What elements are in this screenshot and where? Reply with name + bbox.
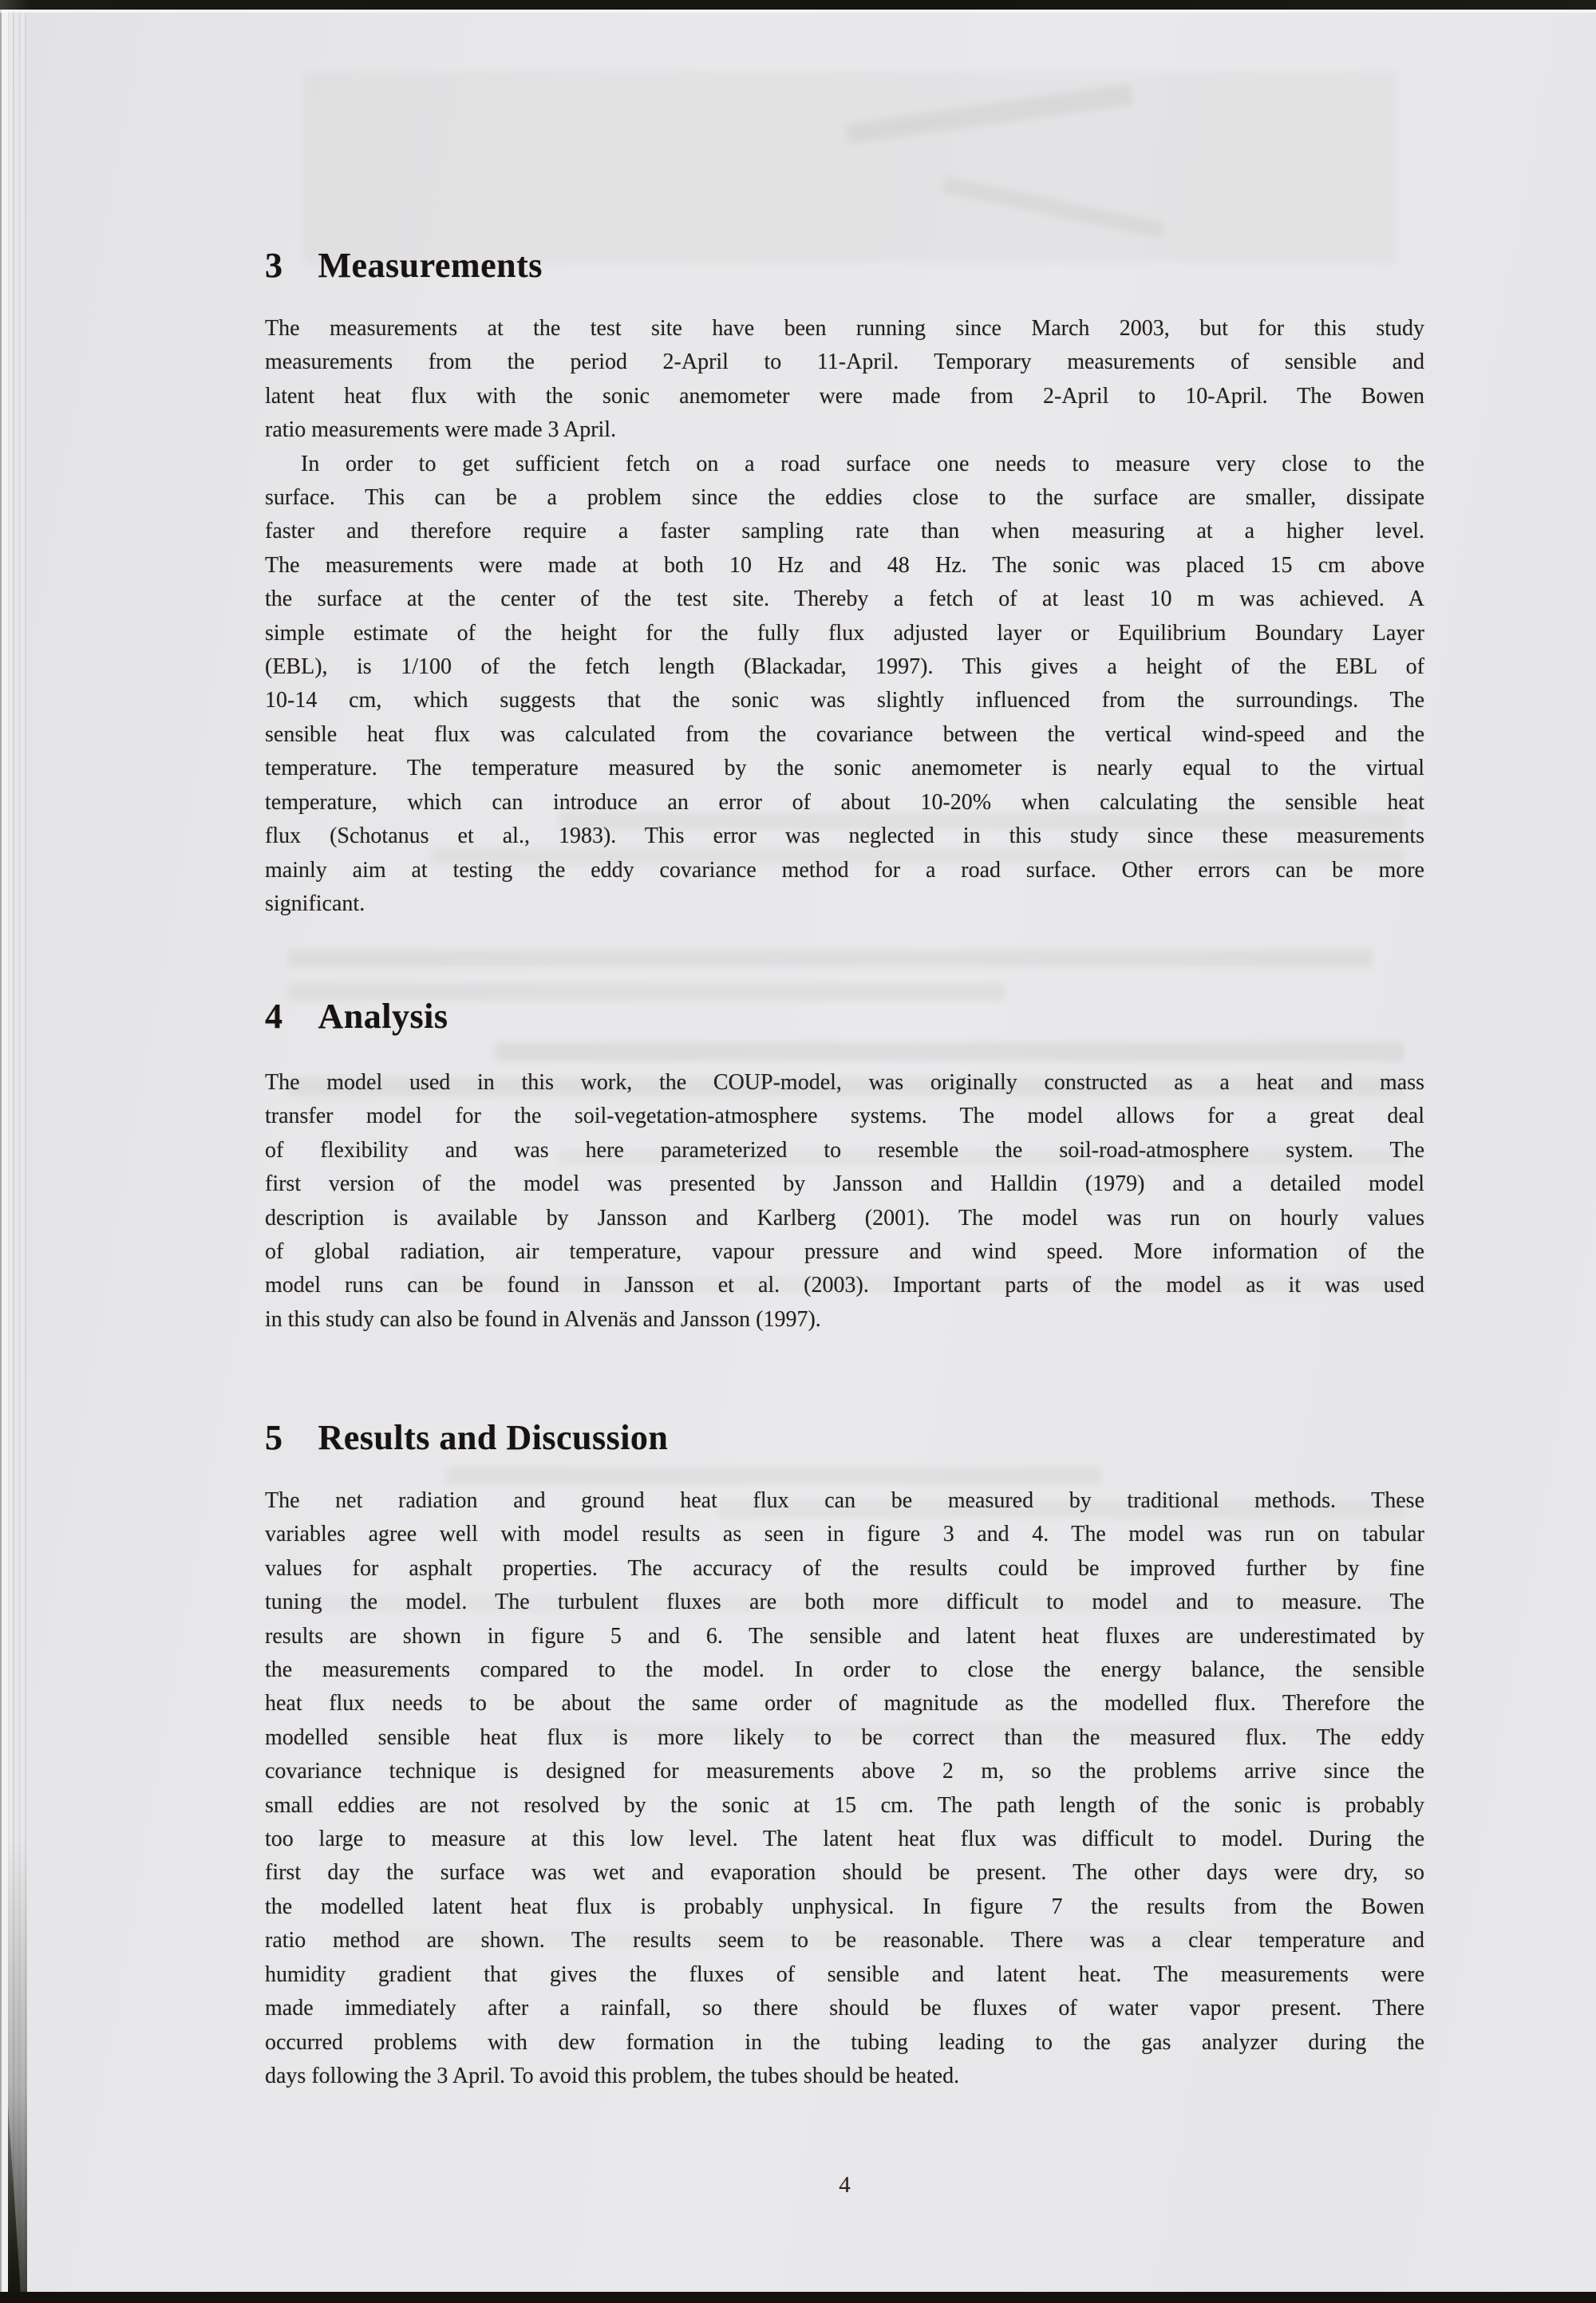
text-line: latent heat flux with the sonic anemometer were made from 2-April to 10-April. The Bowen <box>265 383 1424 409</box>
text-line: ratio measurements were made 3 April. <box>265 417 617 443</box>
text-line: mainly aim at testing the eddy covariance method for a road surface. Other errors can be more <box>265 857 1424 883</box>
text-line: variables agree well with model results as seen in figure 3 and 4. The model was run on tabular <box>265 1522 1424 1547</box>
text-line: sensible heat flux was calculated from the covariance between the vertical wind-speed and the <box>265 721 1424 747</box>
bleedthrough-mark <box>846 84 1133 144</box>
top-scan-border <box>0 0 1596 10</box>
section-number: 3 <box>265 246 283 285</box>
bleedthrough-line <box>447 1467 1101 1484</box>
section-number: 5 <box>265 1418 283 1457</box>
bleedthrough-line <box>495 1042 1404 1061</box>
text-line: first day the surface was wet and evaporation should be present. The other days were dry, so <box>265 1860 1424 1886</box>
text-line: measurements from the period 2-April to 11-April. Temporary measurements of sensible and <box>265 350 1424 375</box>
text-line: of global radiation, air temperature, vapour pressure and wind speed. More information of the <box>265 1239 1424 1265</box>
text-line: The measurements were made at both 10 Hz and 48 Hz. The sonic was placed 15 cm above <box>265 552 1424 578</box>
text-line: ratio method are shown. The results seem to be reasonable. There was a clear temperature and <box>265 1928 1424 1953</box>
page-number: 4 <box>839 2172 851 2198</box>
text-line: tuning the model. The turbulent fluxes are both more difficult to model and to measure. The <box>265 1590 1424 1615</box>
text-line: temperature, which can introduce an error of about 10-20% when calculating the sensible heat <box>265 789 1424 815</box>
text-line: of flexibility and was here parameterized to resemble the soil-road-atmosphere system. The <box>265 1137 1424 1163</box>
text-line: temperature. The temperature measured by the sonic anemometer is nearly equal to the virtual <box>265 756 1424 781</box>
text-line: The model used in this work, the COUP-model, was originally constructed as a heat and mass <box>265 1070 1424 1095</box>
text-line: transfer model for the soil-vegetation-atmosphere systems. The model allows for a great deal <box>265 1104 1424 1129</box>
section-title: Measurements <box>318 246 543 285</box>
text-line: in this study can also be found in Alvenäs and Jansson (1997). <box>265 1306 821 1332</box>
text-line: results are shown in figure 5 and 6. The sensible and latent heat fluxes are underestimated by <box>265 1623 1424 1649</box>
section-heading-analysis <box>265 996 1424 1037</box>
text-line: too large to measure at this low level. The latent heat flux was difficult to model. During the <box>265 1827 1424 1852</box>
text-line: significant. <box>265 891 365 916</box>
section-title: Results and Discussion <box>318 1418 669 1457</box>
text-line: values for asphalt properties. The accuracy of the results could be improved further by fine <box>265 1555 1424 1581</box>
top-edge-highlight <box>0 10 1596 13</box>
text-line: the modelled latent heat flux is probably unphysical. In figure 7 the results from the Bowen <box>265 1894 1424 1919</box>
section-title: Analysis <box>318 997 448 1036</box>
text-line: faster and therefore require a faster sampling rate than when measuring at a higher level. <box>265 519 1424 544</box>
text-line: covariance technique is designed for measurements above 2 m, so the problems arrive since the <box>265 1759 1424 1784</box>
text-line: the surface at the center of the test site. Thereby a fetch of at least 10 m was achieved. A <box>265 587 1424 612</box>
text-line: The net radiation and ground heat flux can be measured by traditional methods. These <box>265 1488 1424 1513</box>
section-heading-results <box>265 1417 1424 1459</box>
bleedthrough-figure <box>303 72 1396 263</box>
section-heading-measurements <box>265 245 1424 286</box>
text-line: simple estimate of the height for the fully flux adjusted layer or Equilibrium Boundary Layer <box>265 620 1424 646</box>
text-line: the measurements compared to the model. In order to close the energy balance, the sensible <box>265 1657 1424 1683</box>
text-line: humidity gradient that gives the fluxes of sensible and latent heat. The measurements were <box>265 1961 1424 1987</box>
section-body-results <box>265 1484 1424 2093</box>
bleedthrough-line <box>287 950 1373 967</box>
text-line: model runs can be found in Jansson et al. (2003). Important parts of the model as it was used <box>265 1273 1424 1298</box>
text-line: small eddies are not resolved by the sonic at 15 cm. The path length of the sonic is probably <box>265 1792 1424 1818</box>
text-line: The measurements at the test site have been running since March 2003, but for this study <box>265 316 1424 341</box>
text-line: 10-14 cm, which suggests that the sonic was slightly influenced from the surroundings. The <box>265 688 1424 713</box>
text-line: heat flux needs to be about the same order of magnitude as the modelled flux. Therefore the <box>265 1691 1424 1716</box>
text-line: days following the 3 April. To avoid this problem, the tubes should be heated. <box>265 2063 960 2088</box>
section-number: 4 <box>265 997 283 1036</box>
text-line: occurred problems with dew formation in the tubing leading to the gas analyzer during the <box>265 2029 1424 2055</box>
section-body-analysis <box>265 1066 1424 1337</box>
text-line: description is available by Jansson and Karlberg (2001). The model was run on hourly values <box>265 1205 1424 1231</box>
left-scan-edge <box>0 0 8 2303</box>
section-body-measurements <box>265 312 1424 921</box>
text-line: (EBL), is 1/100 of the fetch length (Blackadar, 1997). This gives a height of the EBL of <box>265 654 1424 680</box>
text-line: modelled sensible heat flux is more likely to be correct than the measured flux. The eddy <box>265 1724 1424 1750</box>
text-line: flux (Schotanus et al., 1983). This error was neglected in this study since these measurements <box>265 824 1424 849</box>
text-line: made immediately after a rainfall, so there should be fluxes of water vapor present. There <box>265 1996 1424 2021</box>
text-line: first version of the model was presented by Jansson and Halldin (1979) and a detailed model <box>265 1171 1424 1197</box>
text-line: surface. This can be a problem since the eddies close to the surface are smaller, dissipate <box>265 485 1424 511</box>
bottom-scan-border <box>0 2292 1596 2303</box>
bleedthrough-mark <box>942 176 1164 239</box>
text-line: In order to get sufficient fetch on a road surface one needs to measure very close to the <box>301 451 1424 476</box>
